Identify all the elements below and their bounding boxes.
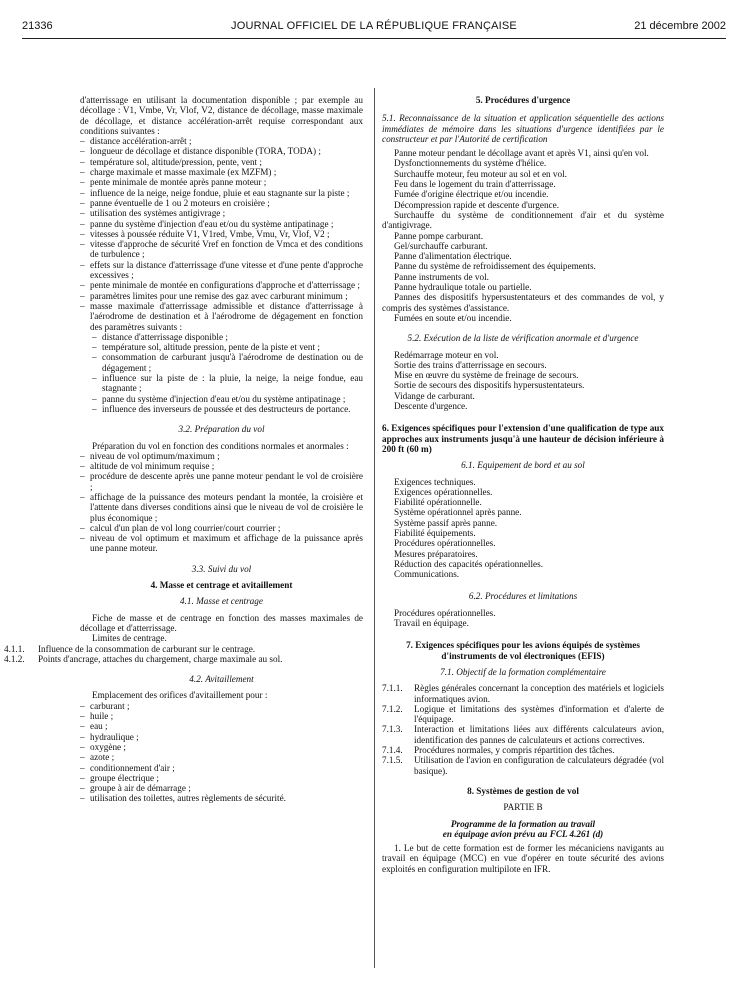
list-item: – eau ; [80, 721, 363, 731]
numbered-list-mass [4, 643, 363, 665]
section-8-heading: 8. Systèmes de gestion de vol [467, 785, 579, 796]
numbered-item [382, 755, 664, 776]
list-item: – panne du système d'injection d'eau et/ou du système antipatinage ; [80, 219, 363, 229]
intro-paragraph: d'atterrissage en utilisant la documentation disponible ; par exemple au décollage : V1, Vmbe, Vr, Vlof, V2, distance de décollage, masse maximale de décollage, et distance accélération-arrêt requise correspondant aux conditions suivantes : [80, 95, 363, 136]
bullet-list-performance [80, 136, 363, 332]
programme-title-line-1: Programme de la formation au travail [450, 818, 596, 829]
list-item: Procédures opérationnelles. [394, 607, 496, 618]
list-item: – distance accélération-arrêt ; [80, 136, 363, 146]
list-item: – vitesse d'approche de sécurité Vref en fonction de Vmca et des conditions de turbulence ; [80, 239, 363, 260]
item-text: Influence de la consommation de carburant sur le centrage. [38, 643, 256, 654]
section-3-3-heading: 3.3. Suivi du vol [191, 563, 252, 574]
numbered-item [4, 654, 363, 664]
list-item: Sortie de secours des dispositifs hypersustentateurs. [394, 380, 585, 391]
list-item: – pente minimale de montée après panne moteur ; [80, 177, 363, 187]
list-item: Feu dans le logement du train d'atterrissage. [394, 179, 556, 190]
list-item: Dysfonctionnements du système d'hélice. [394, 158, 547, 169]
numbered-item [382, 683, 664, 704]
list-item: – oxygène ; [80, 742, 363, 752]
section-4-heading: 4. Masse et centrage et avitaillement [150, 580, 293, 591]
section-5-heading: 5. Procédures d'urgence [475, 95, 571, 105]
list-item: Panne moteur pendant le décollage avant et après V1, ainsi qu'en vol. [394, 148, 649, 159]
issue-date: 21 décembre 2002 [634, 20, 726, 32]
page-header [22, 20, 726, 38]
list-item: Descente d'urgence. [394, 401, 468, 412]
item-number: 7.1.2. [382, 703, 403, 714]
section-4-2-heading: 4.2. Avitaillement [189, 674, 254, 685]
list-item: – niveau de vol optimum et maximum et affichage de la puissance après une panne moteur. [80, 533, 363, 554]
list-item: – longueur de décollage et distance disponible (TORA, TODA) ; [80, 146, 363, 156]
numbered-item [382, 745, 664, 755]
list-item: Pannes des dispositifs hypersustentateurs et des commandes de vol, y compris des systèmes d'assistance. [382, 292, 664, 313]
numbered-item [382, 704, 664, 725]
list-item: Panne du système de refroidissement des équipements. [394, 261, 596, 272]
item-number: 4.1.2. [4, 653, 25, 664]
list-item: – effets sur la distance d'atterrissage d'une vitesse et d'une pente d'approche excessives ; [80, 260, 363, 281]
left-column [4, 95, 363, 804]
section-7-1-heading: 7.1. Objectif de la formation complémentaire [440, 666, 606, 677]
journal-title: JOURNAL OFFICIEL DE LA RÉPUBLIQUE FRANÇAISE [231, 20, 517, 32]
numbered-item [382, 724, 664, 745]
list-item: – distance d'atterrissage disponible ; [80, 332, 363, 342]
list-item: – carburant ; [80, 701, 363, 711]
list-item: – utilisation des toilettes, autres règlements de sécurité. [80, 793, 363, 803]
prep-intro: Préparation du vol en fonction des conditions normales et anormales : [92, 440, 349, 451]
list-item: – panne éventuelle de 1 ou 2 moteurs en croisière ; [80, 198, 363, 208]
list-item: – altitude de vol minimum requise ; [80, 461, 363, 471]
list-item: Mesures préparatoires. [394, 548, 478, 559]
list-item: – panne du système d'injection d'eau et/ou du système antipatinage ; [80, 394, 363, 404]
list-item: Fiabilité opérationnelle. [394, 497, 482, 508]
list-item: – groupe électrique ; [80, 773, 363, 783]
list-item: Système opérationnel après panne. [394, 507, 522, 518]
item-text: Logique et limitations des systèmes d'information et d'alerte de l'équipage. [414, 703, 664, 725]
section-3-2-heading: 3.2. Préparation du vol [178, 424, 265, 435]
list-item: Panne hydraulique totale ou partielle. [394, 282, 532, 293]
emergency-list [382, 148, 664, 323]
equipment-list [382, 477, 664, 580]
list-item: – groupe à air de démarrage ; [80, 783, 363, 793]
section-6-1-heading: 6.1. Equipement de bord et au sol [461, 460, 585, 471]
item-text: Utilisation de l'avion en configuration de calculateurs dégradée (vol basique). [414, 755, 664, 776]
list-item: Surchauffe moteur, feu moteur au sol et en vol. [394, 168, 567, 179]
list-item: Procédures opérationnelles. [394, 538, 496, 549]
list-item: – paramètres limites pour une remise des gaz avec carburant minimum ; [80, 291, 363, 301]
partie-b-heading: PARTIE B [503, 802, 543, 813]
list-item: Fumées en soute et/ou incendie. [394, 312, 512, 323]
mass-limits: Limites de centrage. [92, 633, 167, 644]
list-item: Communications. [394, 569, 460, 580]
list-item: – vitesses à poussée réduite V1, V1red, Vmbe, Vmu, Vr, Vlof, V2 ; [80, 229, 363, 239]
list-item: Travail en équipage. [394, 618, 469, 629]
list-item: – procédure de descente après une panne moteur pendant le vol de croisière ; [80, 471, 363, 492]
list-item: – consommation de carburant jusqu'à l'aérodrome de destination ou de dégagement ; [80, 352, 363, 373]
section-4-1-heading: 4.1. Masse et centrage [180, 596, 263, 607]
programme-paragraph: 1. Le but de cette formation est de former les mécaniciens navigants au travail en équipage (MCC) en vue d'opérer en toute sécurité des avions exploités en configuration multipilote en IFR. [382, 843, 664, 874]
mass-intro: Fiche de masse et de centrage en fonction des masses maximales de décollage et d'atterrissage. [80, 612, 363, 633]
list-item: – température sol, altitude pression, pente de la piste et vent ; [80, 342, 363, 352]
list-item: – influence des inverseurs de poussée et des destructeurs de portance. [80, 404, 363, 414]
list-item: – température sol, altitude/pression, pente, vent ; [80, 157, 363, 167]
list-item: Exigences opérationnelles. [394, 486, 493, 497]
list-item: – charge maximale et masse maximale (ex MZFM) ; [80, 167, 363, 177]
numbered-item [4, 644, 363, 654]
list-item: – hydraulique ; [80, 732, 363, 742]
list-item: – pente minimale de montée en configurations d'approche et d'atterrissage ; [80, 280, 363, 290]
list-item: – calcul d'un plan de vol long courrier/court courrier ; [80, 523, 363, 533]
item-text: Points d'ancrage, attaches du chargement, charge maximale au sol. [38, 653, 283, 664]
item-number: 7.1.1. [382, 683, 403, 694]
checklist-list [382, 350, 664, 412]
list-item: – masse maximale d'atterrissage admissible et distance d'atterrissage à l'aérodrome de destination et à l'aérodrome de dégagement en fonction des paramètres suivants : [80, 301, 363, 332]
header-rule [22, 38, 726, 39]
list-item: Panne pompe carburant. [394, 230, 484, 241]
list-item: – utilisation des systèmes antigivrage ; [80, 208, 363, 218]
list-item: Panne d'alimentation électrique. [394, 251, 512, 262]
list-item: – huile ; [80, 711, 363, 721]
column-divider [374, 88, 375, 968]
item-text: Procédures normales, y compris répartition des tâches. [414, 745, 615, 756]
list-item: Exigences techniques. [394, 476, 476, 487]
page-number: 21336 [22, 20, 53, 32]
list-item: Gel/surchauffe carburant. [394, 240, 488, 251]
efis-numbered-list [382, 683, 664, 776]
list-item: Système passif après panne. [394, 517, 498, 528]
list-item: – niveau de vol optimum/maximum ; [80, 451, 363, 461]
list-item: – conditionnement d'air ; [80, 763, 363, 773]
bullet-list-fuel [80, 701, 363, 804]
procedures-list [382, 608, 664, 629]
list-item: – azote ; [80, 752, 363, 762]
list-item: – influence de la neige, neige fondue, pluie et eau stagnante sur la piste ; [80, 188, 363, 198]
list-item: Vidange de carburant. [394, 390, 475, 401]
item-number: 7.1.3. [382, 724, 403, 735]
list-item: Fumée d'origine électrique et/ou incendie. [394, 189, 549, 200]
list-item: Panne instruments de vol. [394, 271, 489, 282]
list-item: – affichage de la puissance des moteurs pendant la montée, la croisière et l'attente dans diverses conditions ainsi que le niveau de vol de croisière le plus économique ; [80, 492, 363, 523]
section-5-2-heading: 5.2. Exécution de la liste de vérification anormale et d'urgence [407, 333, 639, 344]
list-item: Fiabilité équipements. [394, 527, 476, 538]
right-column [382, 95, 664, 874]
list-item: – influence sur la piste de : la pluie, la neige, la neige fondue, eau stagnante ; [80, 373, 363, 394]
section-5-1-heading: 5.1. Reconnaissance de la situation et application séquentielle des actions immédiates de mémoire dans les situations d'urgence identifiées par le constructeur et par l'Autorité de certification [382, 113, 664, 144]
bullet-list-preparation [80, 451, 363, 554]
programme-title-line-2: en équipage avion prévu au FCL 4.261 (d) [442, 828, 604, 839]
list-item: Décompression rapide et descente d'urgence. [394, 199, 560, 210]
item-number: 7.1.5. [382, 755, 403, 766]
list-item: Redémarrage moteur en vol. [394, 349, 499, 360]
item-number: 4.1.1. [4, 643, 25, 654]
item-number: 7.1.4. [382, 745, 403, 756]
list-item: Réduction des capacités opérationnelles. [394, 558, 543, 569]
section-7-heading: 7. Exigences spécifiques pour les avions équipés de systèmes d'instruments de vol électroniques (EFIS) [406, 640, 640, 661]
section-6-heading: 6. Exigences spécifiques pour l'extension d'une qualification de type aux approches aux instruments jusqu'à une hauteur de décision inférieure à 200 ft (60 m) [382, 423, 664, 454]
list-item: Mise en œuvre du système de freinage de secours. [394, 370, 579, 381]
fuel-intro: Emplacement des orifices d'avitaillement pour : [92, 690, 268, 701]
list-item: Sortie des trains d'atterrissage en secours. [394, 359, 547, 370]
sub-bullet-list-landing [80, 332, 363, 414]
item-text: Règles générales concernant la conception des matériels et logiciels informatiques avion. [414, 683, 664, 704]
item-text: Interaction et limitations liées aux différents calculateurs avion, identification des pannes de calculateurs et actions correctives. [414, 724, 664, 745]
list-item: Surchauffe du système de conditionnement d'air et du système d'antigivrage. [382, 209, 664, 231]
section-6-2-heading: 6.2. Procédures et limitations [468, 591, 578, 602]
